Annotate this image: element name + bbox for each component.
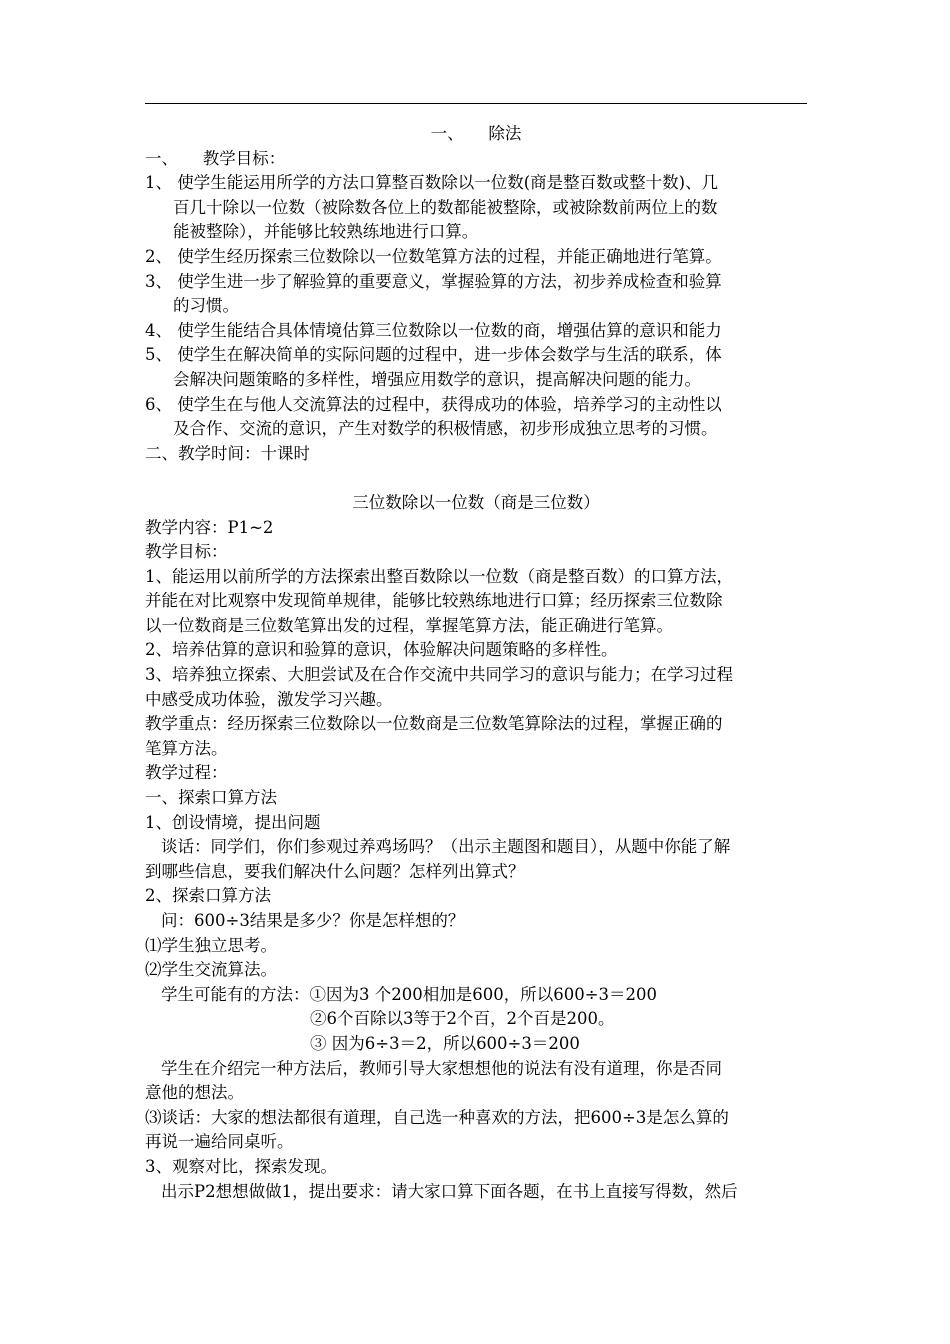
lesson-goals-heading: 教学目标： <box>145 542 228 562</box>
process-sub-3: ⑶谈话：大家的想法都很有道理，自己选一种喜欢的方法，把600÷3是怎么算的 再说一遍给同桌听。 <box>145 1107 729 1152</box>
process-sub-2: ⑵学生交流算法。 <box>145 960 277 980</box>
blank-line <box>145 466 807 491</box>
process-heading: 教学过程： <box>145 763 228 783</box>
process-method-1: 学生可能有的方法：①因为3 个200相加是600，所以600÷3＝200 <box>161 984 658 1004</box>
process-step-3: 3、观察对比，探索发现。 <box>145 1156 337 1176</box>
lesson-goals: 1、能运用以前所学的方法探索出整百数除以一位数（商是整百数）的口算方法， 并能在对比观察中发现简单规律，能够比较熟练地进行口算；经历探索三位数除 以一位数商是三位数笔算出发的过程，掌握笔算方法，能正确进行笔算。 2、培养估算的意识和验算的意识，体验解决问题策略的多样性。 3、培养独立探索、大胆尝试及在合作交流中共同学习的意识与能力；在学习过程 中感受成功体验，激发学习兴趣。 <box>145 566 733 709</box>
process-step-2: 2、探索口算方法 <box>145 886 271 906</box>
process-method-3: ③ 因为6÷3＝2，所以600÷3＝200 <box>310 1033 580 1053</box>
process-method-2: ②6个百除以3等于2个百，2个百是200。 <box>310 1009 615 1029</box>
process-guide: 学生在介绍完一种方法后，教师引导大家想想他的说法有没有道理，你是否同 意他的想法。 <box>145 1058 722 1103</box>
goal-item-3: 3、 使学生进一步了解验算的重要意义，掌握验算的方法，初步养成检查和验算 的习惯。 <box>145 271 722 316</box>
process-step-1: 1、创设情境，提出问题 <box>145 812 321 832</box>
chapter-title: 一、 除法 <box>430 124 522 143</box>
goal-item-6: 6、 使学生在与他人交流算法的过程中，获得成功的体验，培养学习的主动性以 及合作、交流的意识，产生对数学的积极情感，初步形成独立思考的习惯。 <box>145 394 722 439</box>
goal-item-4: 4、 使学生能结合具体情境估算三位数除以一位数的商，增强估算的意识和能力 <box>145 320 722 340</box>
lesson-content: 教学内容：P1~2 <box>145 517 274 537</box>
process-talk-1: 谈话：同学们，你们参观过养鸡场吗？（出示主题图和题目），从题中你能了解 到哪些信息，要我们解决什么问题？怎样列出算式？ <box>145 837 731 881</box>
lesson-title: 三位数除以一位数（商是三位数） <box>352 492 600 512</box>
process-question: 问：600÷3结果是多少？你是怎样想的？ <box>161 911 465 930</box>
header-rule <box>145 103 807 104</box>
process-show: 出示P2想想做做1，提出要求：请大家口算下面各题，在书上直接写得数，然后 <box>161 1181 738 1201</box>
goal-item-5: 5、 使学生在解决简单的实际问题的过程中，进一步体会数学与生活的联系，体 会解决问题策略的多样性，增强应用数学的意识，提高解决问题的能力。 <box>145 345 722 389</box>
process-sub-1: ⑴学生独立思考。 <box>145 935 277 955</box>
document-body <box>145 122 807 1204</box>
process-part-1: 一、探索口算方法 <box>145 788 277 808</box>
goal-item-1: 1、 使学生能运用所学的方法口算整百数除以一位数(商是整百数或整十数)、几 百几十除以一位数（被除数各位上的数都能被整除，或被除数前两位上的数 能被整除），并能够比较熟练地进行口算。 <box>145 173 719 242</box>
key-points: 教学重点：经历探索三位数除以一位数商是三位数笔算除法的过程，掌握正确的 笔算方法。 <box>145 714 723 758</box>
goal-item-2: 2、 使学生经历探索三位数除以一位数笔算方法的过程，并能正确地进行笔算。 <box>145 246 722 266</box>
section-heading-time: 二、教学时间：十课时 <box>145 443 310 463</box>
section-heading-goals: 一、 教学目标： <box>145 148 286 168</box>
